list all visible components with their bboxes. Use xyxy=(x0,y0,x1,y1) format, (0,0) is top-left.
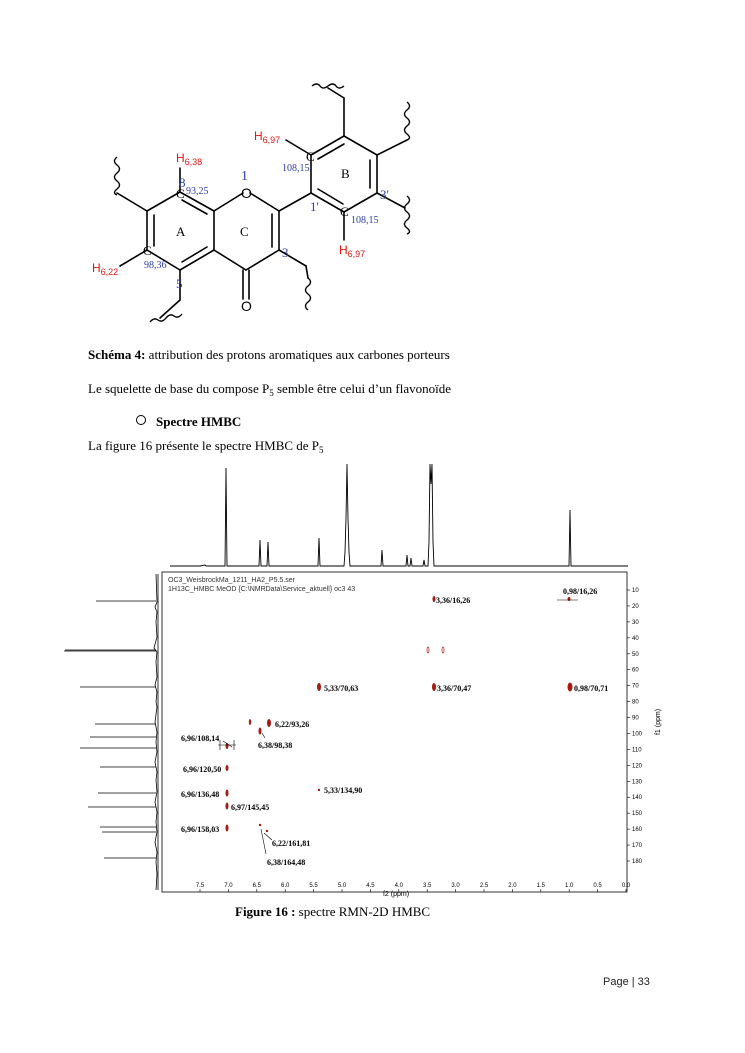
peak-label: 5,33/134,90 xyxy=(324,786,363,795)
cross-peak xyxy=(318,789,320,791)
cross-peak xyxy=(259,728,262,735)
proton-h8-label: $H_{6,38}$ xyxy=(176,151,203,167)
y-tick-label: 10 xyxy=(632,588,639,594)
ring-b-label: B xyxy=(341,166,350,181)
peak-label: 5,33/70,63 xyxy=(324,684,359,693)
cross-peaks xyxy=(226,596,573,832)
cross-peak xyxy=(317,683,321,691)
cross-peak xyxy=(432,683,436,691)
y-tick-label: 130 xyxy=(632,779,643,786)
peak-label: 6,38/164,48 xyxy=(267,858,306,867)
proton-projection-trace xyxy=(170,464,628,566)
peak-label: 0,98/70,71 xyxy=(574,684,609,693)
cross-peak xyxy=(568,683,573,692)
y-tick-label: 20 xyxy=(632,603,639,610)
shift-c6-label: 98,36 xyxy=(144,260,167,271)
position-3-label: 3 xyxy=(282,245,289,260)
cross-peak xyxy=(259,824,261,826)
peak-label: 3,36/70,47 xyxy=(437,684,472,693)
ring-oxygen-label: O xyxy=(241,185,252,201)
position-1prime-label: 1' xyxy=(310,199,319,214)
x-tick-label: 2.5 xyxy=(479,883,489,889)
x-tick-label: 7.5 xyxy=(195,883,205,889)
annotation-leader-lines xyxy=(218,600,578,854)
bullet-icon xyxy=(136,415,146,425)
page-number: Page | 33 xyxy=(603,976,650,988)
cross-peak xyxy=(267,719,271,727)
peak-label: 6,96/136,48 xyxy=(181,790,220,799)
cross-peak xyxy=(266,830,268,832)
y-tick-label: 110 xyxy=(632,747,642,754)
x-tick-label: 3.5 xyxy=(423,883,432,889)
shift-c2prime-label: 108,15 xyxy=(282,163,310,174)
carbon-2prime-label: C xyxy=(306,149,315,164)
shift-c8-label: 93,25 xyxy=(186,186,209,197)
proton-h6prime-label: $H_{6,97}$ xyxy=(339,243,366,259)
x-tick-label: 0.0 xyxy=(621,883,631,889)
peak-label: 6,97/145,45 xyxy=(231,803,270,812)
x-tick-label: 6.5 xyxy=(252,883,261,889)
cross-peak xyxy=(249,719,251,725)
position-3prime-label: 3' xyxy=(380,187,389,202)
figure-caption: Figure 16 : spectre RMN-2D HMBC xyxy=(235,904,431,919)
shift-c6prime-label: 108,15 xyxy=(351,215,379,226)
y-tick-label: 100 xyxy=(632,731,643,738)
x-tick-label: 1.0 xyxy=(565,883,574,889)
cross-peak xyxy=(226,825,229,832)
y-tick-label: 50 xyxy=(632,651,639,658)
y-tick-label: 150 xyxy=(632,811,643,818)
peak-label: 3,36/16,26 xyxy=(436,596,471,605)
peak-label: 6,96/108,14 xyxy=(181,734,220,743)
hmbc-spectrum-figure xyxy=(60,462,670,902)
y-tick-label: 30 xyxy=(632,619,639,626)
x-tick-label: 0.5 xyxy=(593,883,602,889)
peak-label: 6,96/120,50 xyxy=(183,765,222,774)
y-axis-label: f1 (ppm) xyxy=(655,708,662,736)
proton-h2prime-label: $H_{6,97}$ xyxy=(254,129,281,145)
x-tick-label: 4.0 xyxy=(394,883,403,889)
y-tick-label: 170 xyxy=(632,843,643,850)
x-axis-label: f2 (ppm) xyxy=(382,891,410,898)
y-tick-label: 180 xyxy=(632,859,643,865)
flavonoid-structure-scheme xyxy=(0,0,745,345)
peak-label: 0,98/16,26 xyxy=(563,587,598,596)
position-8-label: 8 xyxy=(179,175,186,190)
y-tick-label: 80 xyxy=(632,699,639,706)
section-heading-hmbc: Spectre HMBC xyxy=(136,414,241,430)
y-tick-label: 60 xyxy=(632,667,639,674)
spectrum-header-filename: OC3_WeisbrockMa_1211_HA2_P5.5.ser xyxy=(168,577,295,584)
spectrum-header-experiment: 1H13C_HMBC MeOD {C:\NMRData\Service_aktuell} oc3 43 xyxy=(168,586,356,593)
x-tick-label: 2.0 xyxy=(508,883,517,889)
cross-peak xyxy=(226,803,229,810)
proton-h6-label: $H_{6,22}$ xyxy=(92,261,119,277)
spectrum-plot-frame xyxy=(162,572,627,892)
cross-peak xyxy=(226,790,229,797)
position-1-label: 1 xyxy=(241,169,248,184)
position-5-label: 5 xyxy=(176,276,183,291)
ring-a-label: A xyxy=(176,224,186,239)
y-tick-label: 120 xyxy=(632,763,643,770)
x-tick-label: 6.0 xyxy=(281,883,290,889)
scheme-caption: Schéma 4: attribution des protons aromatiques aux carbones porteurs xyxy=(88,347,450,362)
ring-c-label: C xyxy=(240,224,249,239)
peak-label: 6,96/158,03 xyxy=(181,825,220,834)
carbon-6prime-label: C xyxy=(340,204,349,219)
peak-label: 6,22/93,26 xyxy=(275,720,310,729)
carbonyl-oxygen-label: O xyxy=(241,298,252,314)
x-tick-label: 3.0 xyxy=(451,883,460,889)
x-tick-label: 5.5 xyxy=(309,883,318,889)
skeleton-paragraph: Le squelette de base du compose $P_5$ semble être celui d’un flavonoïde xyxy=(88,381,451,398)
y-tick-label: 140 xyxy=(632,795,643,802)
peak-label: 6,22/161,81 xyxy=(272,839,311,848)
cross-peak xyxy=(427,647,429,653)
y-axis xyxy=(627,588,643,865)
y-tick-label: 90 xyxy=(632,715,639,722)
cross-peak xyxy=(568,597,571,601)
cross-peak xyxy=(442,647,444,653)
x-tick-label: 1.5 xyxy=(536,883,545,889)
peak-label: 6,38/98,38 xyxy=(258,741,293,750)
x-tick-label: 5.0 xyxy=(337,883,347,889)
x-axis xyxy=(196,883,631,892)
carbon-projection-trace xyxy=(64,574,158,890)
cross-peak xyxy=(226,765,229,771)
carbon-8-label: C xyxy=(176,186,185,201)
x-tick-label: 7.0 xyxy=(224,883,233,889)
carbon-6-label: C xyxy=(143,243,152,258)
y-tick-label: 70 xyxy=(632,683,639,690)
y-tick-label: 40 xyxy=(632,635,639,642)
figure-intro-paragraph: La figure 16 présente le spectre HMBC de $P_5$ xyxy=(88,438,324,455)
x-tick-label: 4.5 xyxy=(366,883,375,889)
y-tick-label: 160 xyxy=(632,827,643,834)
